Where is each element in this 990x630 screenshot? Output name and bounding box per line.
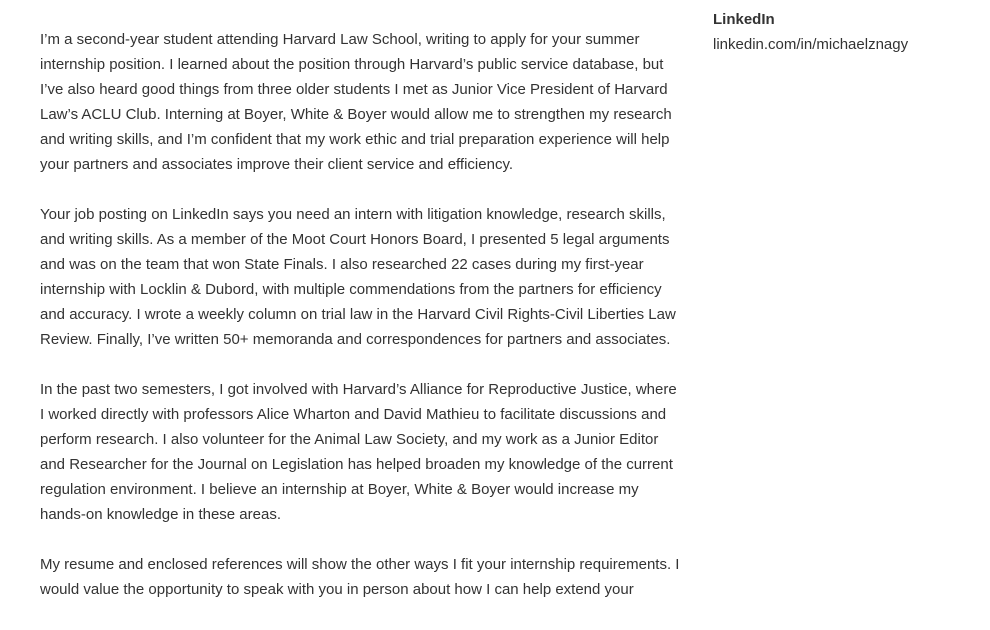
- letter-body: [40, 27, 680, 627]
- letter-paragraph-2: Your job posting on LinkedIn says you need an intern with litigation knowledge, research skills, and writing skills. As a member of the Moot Court Honors Board, I presented 5 legal arguments and was on the team that won State Finals. I also researched 22 cases during my first-year internship with Locklin & Dubord, with multiple commendations from the partners for efficiency and accuracy. I wrote a weekly column on trial law in the Harvard Civil Rights-Civil Liberties Law Review. Finally, I’ve written 50+ memoranda and correspondences for partners and associates.: [40, 206, 676, 348]
- letter-paragraph-3: In the past two semesters, I got involved with Harvard’s Alliance for Reproductive Justice, where I worked directly with professors Alice Wharton and David Mathieu to facilitate discussions and perform research. I also volunteer for the Animal Law Society, and my work as a Junior Editor and Researcher for the Journal on Legislation has helped broaden my knowledge of the current regulation environment. I believe an internship at Boyer, White & Boyer would increase my hands-on knowledge in these areas.: [40, 381, 677, 523]
- linkedin-label: LinkedIn: [713, 11, 775, 28]
- letter-paragraph-4: My resume and enclosed references will show the other ways I fit your internship requirements. I would value the opportunity to speak with you in person about how I can help extend your: [40, 556, 680, 598]
- letter-paragraph-1: I’m a second-year student attending Harvard Law School, writing to apply for your summer internship position. I learned about the position through Harvard’s public service database, but I’ve also heard good things from three older students I met as Junior Vice President of Harvard Law’s ACLU Club. Interning at Boyer, White & Boyer would allow me to strengthen my research and writing skills, and I’m confident that my work ethic and trial preparation experience will help your partners and associates improve their client service and efficiency.: [40, 31, 672, 173]
- linkedin-link[interactable]: linkedin.com/in/michaelznagy: [713, 36, 909, 53]
- contact-sidebar: [713, 7, 973, 57]
